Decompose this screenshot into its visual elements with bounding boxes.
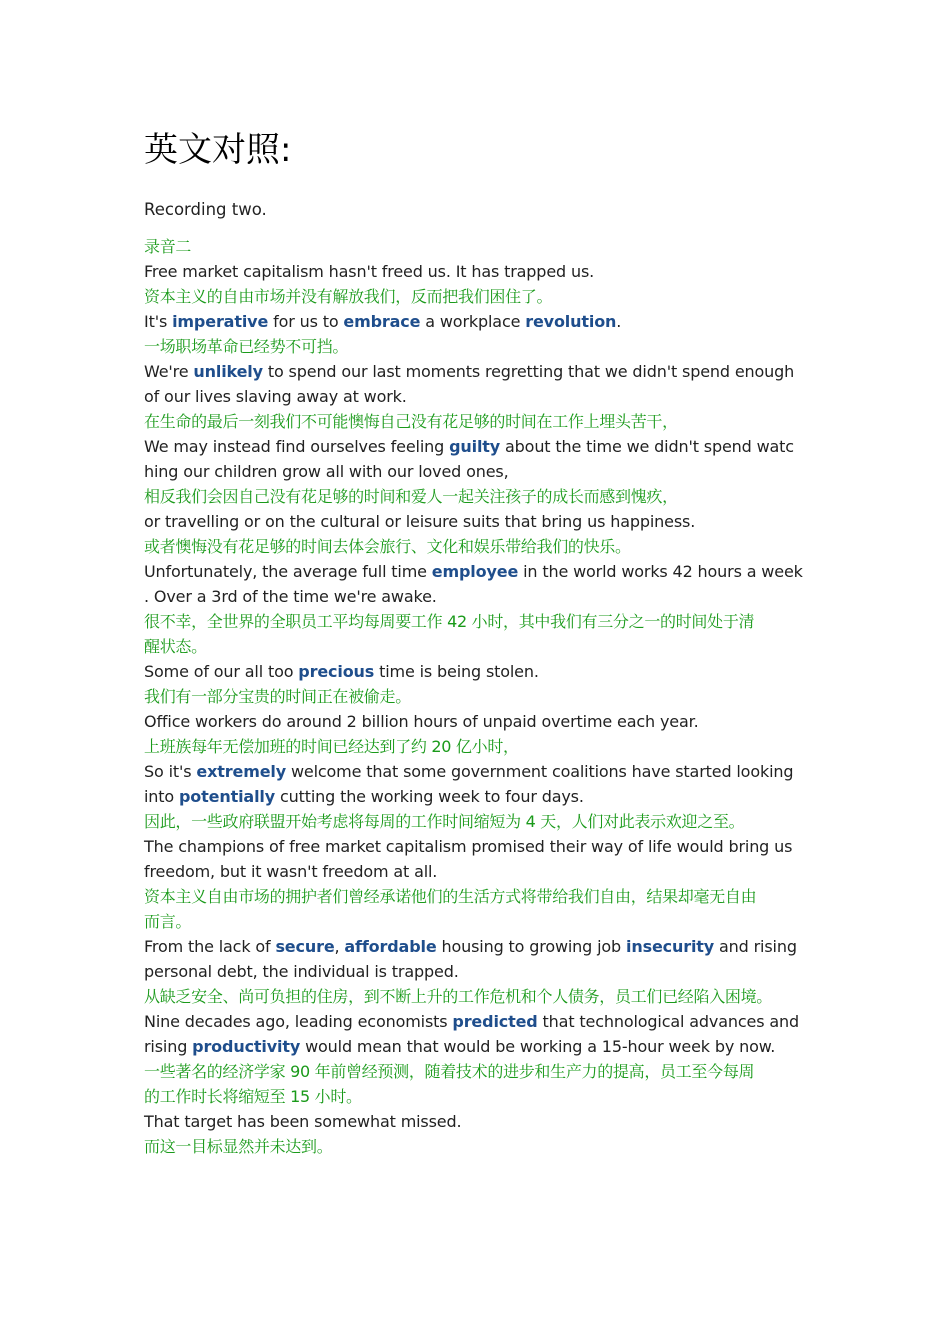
english-line	[144, 584, 814, 609]
english-line	[144, 659, 814, 684]
line-text: ,	[334, 937, 345, 956]
line-text: would mean that would be working a 15-hour week by now.	[300, 1037, 776, 1056]
vocabulary-keyword: unlikely	[193, 362, 263, 381]
line-text: That target has been somewhat missed.	[144, 1112, 462, 1131]
line-text: We may instead find ourselves feeling	[144, 437, 450, 456]
line-text: or travelling or on the cultural or leisure suits that bring us happiness.	[144, 512, 696, 531]
english-line	[144, 1009, 814, 1034]
line-text: 录音二	[144, 237, 192, 256]
line-text: We're	[144, 362, 194, 381]
english-line	[144, 709, 814, 734]
chinese-translation-line	[144, 884, 814, 909]
line-text: 我们有一部分宝贵的时间正在被偷走。	[144, 687, 411, 706]
line-text: Some of our all too	[144, 662, 299, 681]
chinese-translation-line	[144, 409, 814, 434]
line-text: welcome that some government coalitions have started looking	[286, 762, 794, 781]
english-line	[144, 259, 814, 284]
line-text: in the world works 42 hours a week	[518, 562, 803, 581]
line-text: From the lack of	[144, 937, 276, 956]
chinese-translation-line	[144, 1084, 814, 1109]
intro-line: Recording two.	[144, 200, 267, 219]
english-line	[144, 1034, 814, 1059]
chinese-translation-line	[144, 1134, 814, 1159]
line-text: about the time we didn't spend watc	[500, 437, 794, 456]
chinese-translation-line	[144, 1059, 814, 1084]
chinese-translation-line	[144, 984, 814, 1009]
chinese-translation-line	[144, 284, 814, 309]
english-line	[144, 459, 814, 484]
english-line	[144, 859, 814, 884]
line-text: for us to	[268, 312, 344, 331]
line-text: 的工作时长将缩短至 15 小时。	[144, 1087, 362, 1106]
chinese-translation-line	[144, 909, 814, 934]
line-text: 一些著名的经济学家 90 年前曾经预测，随着技术的进步和生产力的提高，员工至今每周	[144, 1062, 755, 1081]
bilingual-transcript	[144, 234, 814, 1159]
line-text: . Over a 3rd of the time we're awake.	[144, 587, 437, 606]
line-text: to spend our last moments regretting that we didn't spend enough	[262, 362, 795, 381]
vocabulary-keyword: embrace	[343, 312, 421, 331]
chinese-translation-line	[144, 734, 814, 759]
english-line	[144, 784, 814, 809]
line-text: .	[616, 312, 622, 331]
english-line	[144, 1109, 814, 1134]
chinese-translation-line	[144, 534, 814, 559]
chinese-translation-line	[144, 234, 814, 259]
line-text: 资本主义的自由市场并没有解放我们，反而把我们困住了。	[144, 287, 553, 306]
line-text: 资本主义自由市场的拥护者们曾经承诺他们的生活方式将带给我们自由，结果却毫无自由	[144, 887, 757, 906]
line-text: 相反我们会因自己没有花足够的时间和爱人一起关注孩子的成长而感到愧疚，	[144, 487, 678, 506]
vocabulary-keyword: productivity	[192, 1037, 301, 1056]
line-text: 从缺乏安全、尚可负担的住房，到不断上升的工作危机和个人债务，员工们已经陷入困境。	[144, 987, 773, 1006]
chinese-translation-line	[144, 634, 814, 659]
english-line	[144, 959, 814, 984]
vocabulary-keyword: affordable	[344, 937, 437, 956]
chinese-translation-line	[144, 684, 814, 709]
line-text: 很不幸，全世界的全职员工平均每周要工作 42 小时，其中我们有三分之一的时间处于清	[144, 612, 755, 631]
vocabulary-keyword: secure	[275, 937, 335, 956]
line-text: Office workers do around 2 billion hours of unpaid overtime each year.	[144, 712, 699, 731]
english-line	[144, 384, 814, 409]
line-text: 而言。	[144, 912, 192, 931]
line-text: 在生命的最后一刻我们不可能懊悔自己没有花足够的时间在工作上埋头苦干，	[144, 412, 678, 431]
line-text: that technological advances and	[537, 1012, 799, 1031]
line-text: Nine decades ago, leading economists	[144, 1012, 453, 1031]
english-line	[144, 834, 814, 859]
line-text: 而这一目标显然并未达到。	[144, 1137, 333, 1156]
english-line	[144, 934, 814, 959]
line-text: 一场职场革命已经势不可挡。	[144, 337, 349, 356]
line-text: It's	[144, 312, 173, 331]
vocabulary-keyword: revolution	[525, 312, 617, 331]
line-text: time is being stolen.	[374, 662, 539, 681]
vocabulary-keyword: potentially	[179, 787, 276, 806]
english-line	[144, 509, 814, 534]
english-line	[144, 434, 814, 459]
line-text: housing to growing job	[436, 937, 626, 956]
line-text: Unfortunately, the average full time	[144, 562, 432, 581]
document-title: 英文对照:	[144, 130, 292, 170]
line-text: Free market capitalism hasn't freed us. It has trapped us.	[144, 262, 595, 281]
vocabulary-keyword: guilty	[449, 437, 501, 456]
line-text: 因此，一些政府联盟开始考虑将每周的工作时间缩短为 4 天，人们对此表示欢迎之至。	[144, 812, 745, 831]
vocabulary-keyword: imperative	[172, 312, 269, 331]
line-text: personal debt, the individual is trapped.	[144, 962, 459, 981]
vocabulary-keyword: precious	[298, 662, 375, 681]
line-text: cutting the working week to four days.	[275, 787, 584, 806]
english-line	[144, 309, 814, 334]
line-text: 或者懊悔没有花足够的时间去体会旅行、文化和娱乐带给我们的快乐。	[144, 537, 631, 556]
chinese-translation-line	[144, 484, 814, 509]
vocabulary-keyword: employee	[431, 562, 519, 581]
chinese-translation-line	[144, 609, 814, 634]
line-text: The champions of free market capitalism promised their way of life would bring us	[144, 837, 793, 856]
vocabulary-keyword: predicted	[452, 1012, 538, 1031]
line-text: 上班族每年无偿加班的时间已经达到了约 20 亿小时，	[144, 737, 519, 756]
line-text: rising	[144, 1037, 193, 1056]
line-text: and rising	[714, 937, 797, 956]
vocabulary-keyword: insecurity	[626, 937, 715, 956]
line-text: of our lives slaving away at work.	[144, 387, 407, 406]
line-text: a workplace	[420, 312, 526, 331]
line-text: 醒状态。	[144, 637, 207, 656]
vocabulary-keyword: extremely	[196, 762, 287, 781]
chinese-translation-line	[144, 334, 814, 359]
line-text: So it's	[144, 762, 197, 781]
english-line	[144, 359, 814, 384]
line-text: into	[144, 787, 179, 806]
english-line	[144, 559, 814, 584]
line-text: freedom, but it wasn't freedom at all.	[144, 862, 438, 881]
english-line	[144, 759, 814, 784]
line-text: hing our children grow all with our loved ones,	[144, 462, 509, 481]
chinese-translation-line	[144, 809, 814, 834]
